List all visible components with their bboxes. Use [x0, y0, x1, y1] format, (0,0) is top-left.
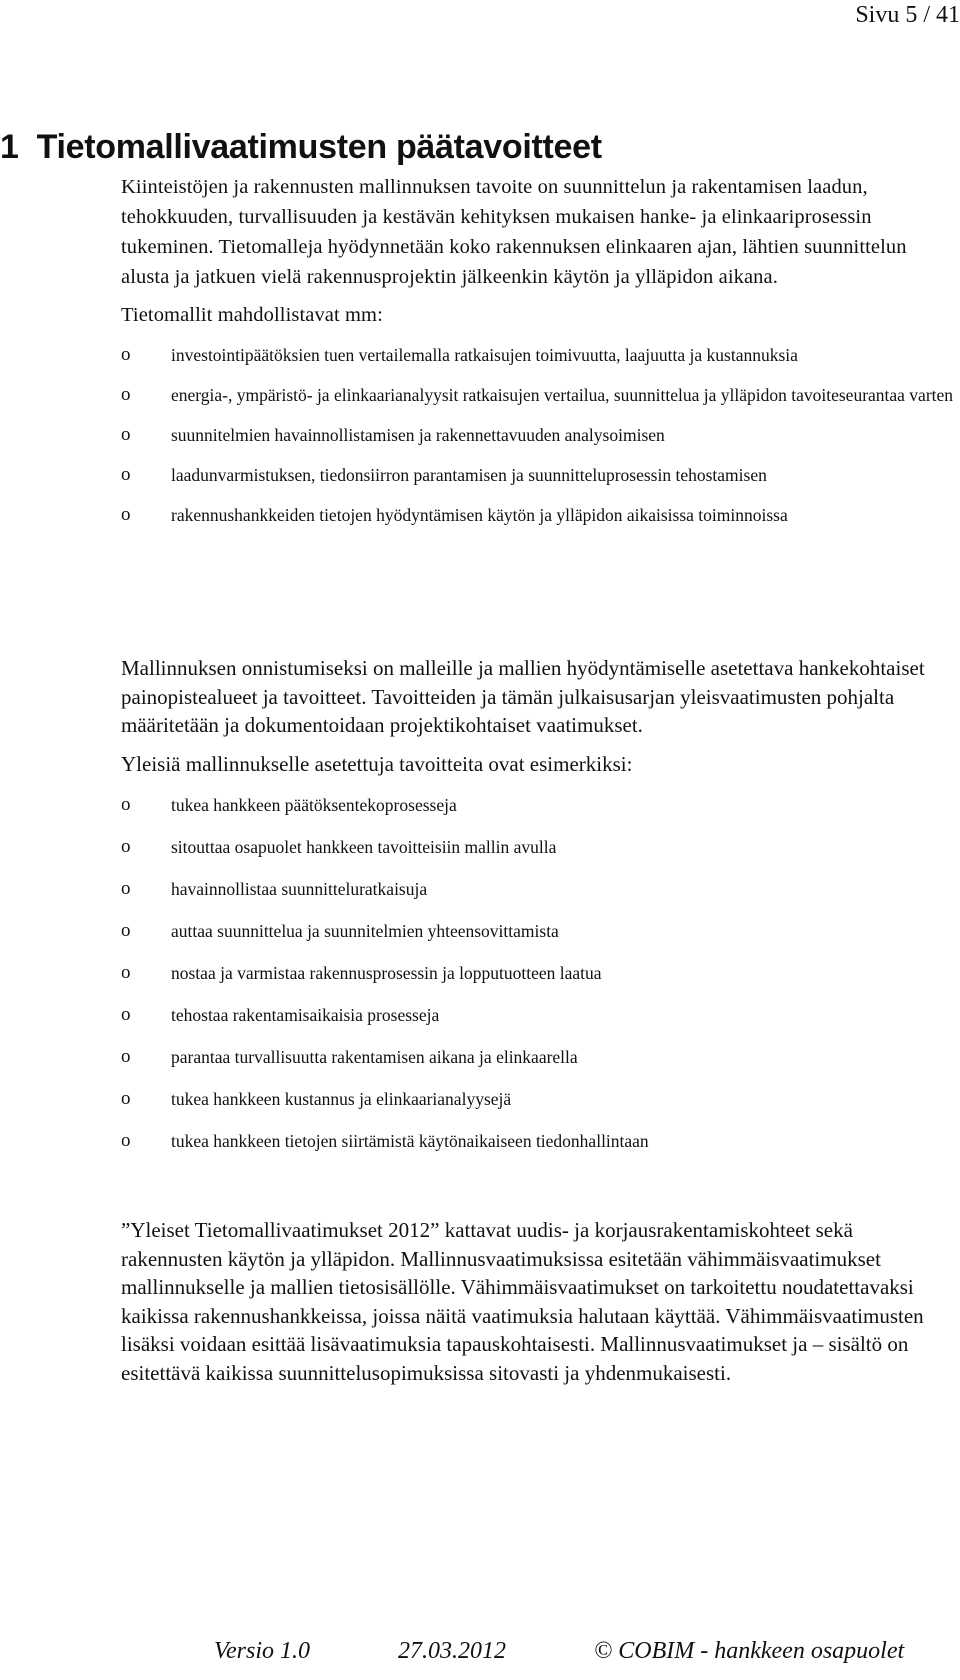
list-item: o parantaa turvallisuutta rakentamisen aikana ja elinkaarella: [121, 1044, 957, 1070]
bullet-marker: o: [121, 1088, 131, 1109]
section-number: 1: [0, 128, 19, 166]
list-item: o laadunvarmistuksen, tiedonsiirron parantamisen ja suunnitteluprosessin tehostamisen: [121, 462, 957, 488]
bullet-marker: o: [121, 962, 131, 983]
list-item: o tehostaa rakentamisaikaisia prosesseja: [121, 1002, 957, 1028]
list-item: o auttaa suunnittelua ja suunnitelmien yhteensovittamista: [121, 918, 957, 944]
bullet-marker: o: [121, 424, 131, 445]
lower-body: [121, 1216, 957, 1387]
footer-version: Versio 1.0: [214, 1638, 310, 1664]
list-item: o rakennushankkeiden tietojen hyödyntämisen käytön ja ylläpidon aikaisissa toiminnoissa: [121, 502, 957, 528]
list-item: o sitouttaa osapuolet hankkeen tavoitteisiin mallin avulla: [121, 834, 957, 860]
bullet-marker: o: [121, 384, 131, 405]
list-item: o havainnollistaa suunnitteluratkaisuja: [121, 876, 957, 902]
bullet-marker: o: [121, 344, 131, 365]
list1: [121, 342, 957, 528]
bullet-marker: o: [121, 836, 131, 857]
footer-date: 27.03.2012: [398, 1638, 506, 1664]
bullet-marker: o: [121, 1004, 131, 1025]
list2-lead: Yleisiä mallinnukselle asetettuja tavoitteita ovat esimerkiksi:: [121, 751, 633, 776]
bullet-marker: o: [121, 794, 131, 815]
bullet-marker: o: [121, 878, 131, 899]
section-heading: [0, 128, 602, 167]
page-footer: [214, 1638, 904, 1665]
list-item: o nostaa ja varmistaa rakennusprosessin ja lopputuotteen laatua: [121, 960, 957, 986]
bullet-marker: o: [121, 920, 131, 941]
list1-lead: Tietomallit mahdollistavat mm:: [121, 304, 383, 326]
list-item: o suunnitelmien havainnollistamisen ja rakennettavuuden analysoimisen: [121, 422, 957, 448]
upper-body: [121, 172, 957, 528]
list-item: o energia-, ympäristö- ja elinkaarianalyysit ratkaisujen vertailua, suunnittelua ja ylläpidon tavoiteseurantaa varten: [121, 382, 957, 408]
intro-paragraph: Kiinteistöjen ja rakennusten mallinnuksen tavoite on suunnittelun ja rakentamisen laadun, tehokkuuden, turvallisuuden ja kestävän kehityksen mukaisen hanke- ja elinkaariprosessin tukeminen. Tietomalleja hyödynnetään koko rakennuksen elinkaaren ajan, lähtien suunnittelun alusta ja jatkuen vielä rakennusprojektin jälkeenkin käytön ja ylläpidon aikana.: [121, 176, 907, 288]
mallinnus-paragraph: Mallinnuksen onnistumiseksi on malleille ja mallien hyödyntämiselle asetettava hankekohtaiset painopistealueet ja tavoitteet. Tavoitteiden ja tämän julkaisusarjan yleisvaatimusten pohjalta määritetään ja dokumentoidaan projektikohtaiset vaatimukset.: [121, 656, 925, 737]
list-item: o tukea hankkeen päätöksentekoprosesseja: [121, 792, 957, 818]
footer-copyright: © COBIM - hankkeen osapuolet: [594, 1638, 905, 1664]
middle-body: [121, 654, 957, 1154]
list2: [121, 792, 957, 1154]
list-item: o tukea hankkeen tietojen siirtämistä käytönaikaiseen tiedonhallintaan: [121, 1128, 957, 1154]
list-item: o investointipäätöksien tuen vertailemalla ratkaisujen toimivuutta, laajuutta ja kustannuksia: [121, 342, 957, 368]
list-item: o tukea hankkeen kustannus ja elinkaarianalyysejä: [121, 1086, 957, 1112]
page-number: Sivu 5 / 41: [855, 2, 960, 28]
section-title: Tietomallivaatimusten päätavoitteet: [36, 128, 602, 166]
bullet-marker: o: [121, 464, 131, 485]
bullet-marker: o: [121, 504, 131, 525]
bullet-marker: o: [121, 1130, 131, 1151]
closing-paragraph: ”Yleiset Tietomallivaatimukset 2012” kattavat uudis- ja korjausrakentamiskohteet sekä rakennusten käytön ja ylläpidon. Mallinnusvaatimuksissa esitetään vähimmäisvaatimukset mallinnukselle ja mallien tietosisällölle. Vähimmäisvaatimukset on tarkoitettu noudatettavaksi kaikissa rakennushankkeissa, joissa näitä vaatimuksia halutaan käyttää. Vähimmäisvaatimusten lisäksi voidaan esittää lisävaatimuksia tapauskohtaisesti. Mallinnusvaatimukset ja – sisältö on esitettävä kaikissa suunnittelusopimuksissa sitovasti ja yhdenmukaisesti.: [121, 1218, 924, 1385]
bullet-marker: o: [121, 1046, 131, 1067]
